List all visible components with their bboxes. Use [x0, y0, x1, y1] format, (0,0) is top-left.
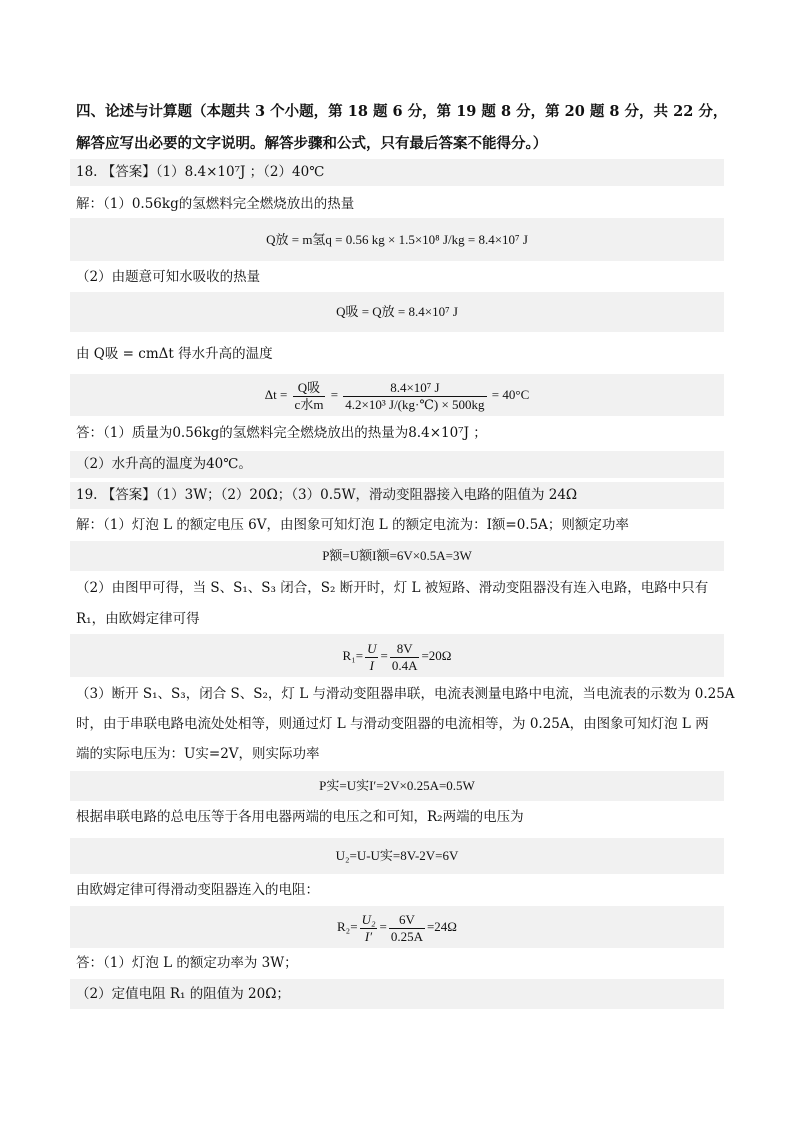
- q19-eq5-fraction2: [389, 912, 425, 945]
- q19-solution-step4: 根据串联电路的总电压等于各用电器两端的电压之和可知，R₂两端的电压为: [76, 809, 524, 825]
- q19-eq2-fraction2: [390, 641, 420, 674]
- q18-eq3-f2-numerator: 8.4×10⁷ J: [343, 380, 486, 397]
- q18-conclusion2: （2）水升高的温度为40℃。: [70, 451, 724, 478]
- q19-eq5-f1-numerator: U₂: [361, 911, 376, 927]
- q18-eq3-right: = 40°C: [488, 387, 530, 402]
- q19-conclusion2: （2）定值电阻 R₁ 的阻值为 20Ω；: [70, 979, 724, 1009]
- q18-solution-step2: （2）由题意可知水吸收的热量: [76, 269, 261, 285]
- q19-eq2-right: =20Ω: [421, 648, 452, 663]
- q19-equation-resistance-r2: [70, 906, 724, 948]
- q19-equation-rated-power: P额=U额I额=6V×0.5A=3W: [70, 541, 724, 571]
- q19-solution-step1: 解：（1）灯泡 L 的额定电压 6V，由图象可知灯泡 L 的额定电流为：I额=0.5A；则额定功率: [76, 517, 629, 533]
- q18-answer: 18. 【答案】（1）8.4×10⁷J ；（2）40℃: [70, 159, 724, 186]
- q18-eq3-fraction1: [293, 380, 326, 413]
- section-heading-line2: 解答应写出必要的文字说明。解答步骤和公式，只有最后答案不能得分。）: [76, 135, 548, 152]
- q19-solution-step2a: （2）由图甲可得，当 S、S₁、S₃ 闭合，S₂ 断开时，灯 L 被短路、滑动变阻器没有连入电路，电路中只有: [76, 580, 709, 596]
- q18-eq3-f2-denominator: 4.2×10³ J/(kg·℃) × 500kg: [345, 396, 485, 412]
- q18-equation-temperature-rise: [70, 374, 724, 416]
- q18-equation-heat-released: Q放 = m氢q = 0.56 kg × 1.5×10⁸ J/kg = 8.4×10⁷ J: [70, 218, 724, 261]
- q19-solution-step3b: 时，由于串联电路电流处处相等，则通过灯 L 与滑动变阻器的电流相等，为 0.25A，由图象可知灯泡 L 两: [76, 716, 709, 732]
- q19-solution-step5: 由欧姆定律可得滑动变阻器连入的电阻：: [76, 882, 319, 898]
- q18-solution-step3: 由 Q吸 = cmΔt 得水升高的温度: [76, 346, 273, 362]
- q18-eq3-fraction2: [343, 380, 486, 413]
- q19-eq5-f2-denominator: 0.25A: [390, 928, 423, 944]
- section-heading-line1: 四、论述与计算题（本题共 3 个小题，第 18 题 6 分，第 19 题 8 分，第 20 题 8 分，共 22 分，: [76, 103, 728, 120]
- q19-equation-resistance-r1: [70, 634, 724, 677]
- q19-equation-actual-power: P实=U实I′=2V×0.25A=0.5W: [70, 771, 724, 801]
- q18-conclusion1: 答：（1）质量为0.56kg的氢燃料完全燃烧放出的热量为8.4×10⁷J ；: [76, 425, 487, 441]
- q19-eq2-mid: =: [380, 648, 388, 663]
- q18-eq3-f1-denominator: c水m: [294, 396, 324, 412]
- q19-eq5-mid: =: [379, 919, 387, 934]
- q19-eq2-f1-denominator: I: [369, 657, 374, 673]
- q18-eq3-mid: =: [327, 387, 342, 402]
- q19-answer: 19. 【答案】（1）3W；（2）20Ω；（3）0.5W，滑动变阻器接入电路的阻值为 24Ω: [70, 482, 724, 509]
- q18-equation-heat-absorbed: Q吸 = Q放 = 8.4×10⁷ J: [70, 292, 724, 332]
- q19-eq2-fraction1: [365, 641, 378, 674]
- q19-eq5-f2-numerator: 6V: [389, 912, 425, 929]
- q19-eq5-fraction1: [360, 912, 378, 945]
- q19-eq5-f1-denominator: I′: [364, 928, 373, 944]
- q19-eq2-f2-denominator: 0.4A: [391, 657, 418, 673]
- q19-eq5-right: =24Ω: [426, 919, 457, 934]
- q19-solution-step3a: （3）断开 S₁、S₃，闭合 S、S₂，灯 L 与滑动变阻器串联，电流表测量电路中电流，当电流表的示数为 0.25A: [76, 686, 735, 702]
- q19-equation-voltage-u2: U₂=U-U实=8V-2V=6V: [70, 838, 724, 874]
- q18-eq3-left: Δt =: [264, 387, 291, 402]
- q19-eq2-f1-numerator: U: [367, 640, 377, 656]
- q19-conclusion1: 答：（1）灯泡 L 的额定功率为 3W；: [76, 955, 298, 971]
- q19-solution-step2b: R₁，由欧姆定律可得: [76, 611, 200, 627]
- q19-solution-step3c: 端的实际电压为：U实=2V，则实际功率: [76, 746, 320, 762]
- q18-solution-step1: 解：（1）0.56kg的氢燃料完全燃烧放出的热量: [76, 196, 355, 212]
- q19-eq2-left: R₁=: [342, 648, 364, 663]
- q19-eq5-left: R₂=: [337, 919, 358, 934]
- q18-eq3-f1-numerator: Q吸: [293, 380, 326, 397]
- q19-eq2-f2-numerator: 8V: [390, 641, 420, 658]
